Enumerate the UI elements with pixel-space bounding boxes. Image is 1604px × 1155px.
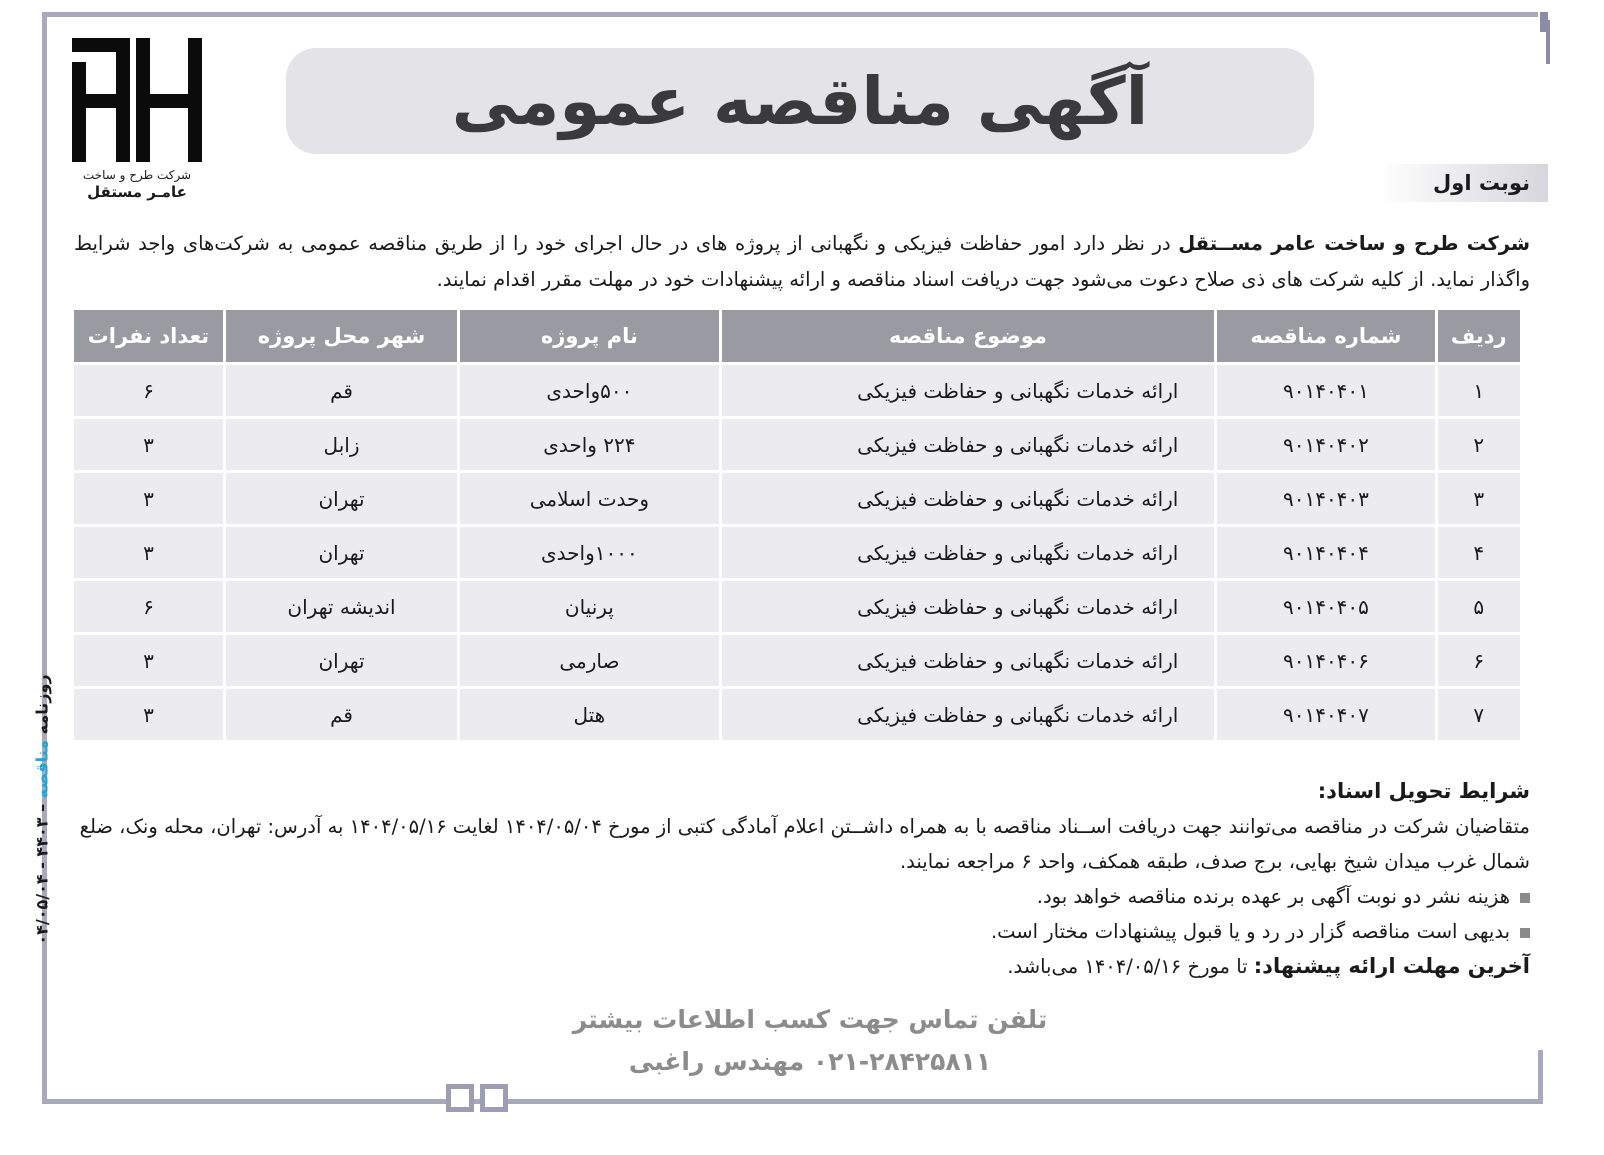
- cell-headcount: ۳: [74, 419, 223, 470]
- deadline-text: تا مورخ ۱۴۰۴/۰۵/۱۶ می‌باشد.: [1007, 955, 1254, 978]
- cell-city: زابل: [226, 419, 457, 470]
- deadline-label: آخرین مهلت ارائه پیشنهاد:: [1253, 954, 1530, 978]
- title-banner: [286, 48, 1314, 154]
- cell-headcount: ۶: [74, 365, 223, 416]
- cell-subject: ارائه خدمات نگهبانی و حفاظت فیزیکی: [722, 365, 1215, 416]
- table-row: [74, 473, 1520, 524]
- conditions-section: [74, 774, 1530, 984]
- logo-company-line: شرکت طرح و ساخت: [82, 168, 192, 182]
- contact-block: [560, 1000, 1060, 1084]
- cell-tender-number: ۹۰۱۴۰۴۰۴: [1217, 527, 1434, 578]
- cell-tender-number: ۹۰۱۴۰۴۰۵: [1217, 581, 1434, 632]
- cell-project-name: وحدت اسلامی: [460, 473, 718, 524]
- table-row: [74, 527, 1520, 578]
- table-row: [74, 365, 1520, 416]
- side-suffix: – ۴۴۰۳ - ۰۴/۰۵/۰۴: [32, 803, 52, 945]
- bullet-text: بدیهی است مناقصه گزار در رد و یا قبول پیشنهادات مختار است.: [990, 920, 1510, 943]
- cell-subject: ارائه خدمات نگهبانی و حفاظت فیزیکی: [722, 419, 1215, 470]
- cell-tender-number: ۹۰۱۴۰۴۰۲: [1217, 419, 1434, 470]
- logo-company-name: عامـر مستقل: [87, 183, 187, 201]
- col-subject: موضوع مناقصه: [722, 310, 1215, 362]
- frame-corner-accent: [1546, 20, 1550, 64]
- frame-bottom-border: [42, 1099, 1538, 1104]
- cell-row-number: ۵: [1438, 581, 1520, 632]
- frame-corner-accent: [1538, 1050, 1543, 1104]
- conditions-heading: شرایط تحویل اسناد:: [1317, 779, 1530, 803]
- cell-row-number: ۷: [1438, 689, 1520, 740]
- cell-city: تهران: [226, 473, 457, 524]
- company-logo: [72, 38, 202, 208]
- logo-mark: [72, 38, 202, 162]
- cell-subject: ارائه خدمات نگهبانی و حفاظت فیزیکی: [722, 527, 1215, 578]
- col-headcount: تعداد نفرات: [74, 310, 223, 362]
- cell-headcount: ۳: [74, 635, 223, 686]
- conditions-bullet: [74, 879, 1530, 914]
- col-project-name: نام پروژه: [460, 310, 718, 362]
- table-row: [74, 635, 1520, 686]
- col-tender-number: شماره مناقصه: [1217, 310, 1434, 362]
- decorative-squares: [446, 1084, 508, 1112]
- square-icon: [480, 1084, 508, 1112]
- cell-row-number: ۶: [1438, 635, 1520, 686]
- side-brand: مناقصه: [32, 739, 52, 799]
- cell-project-name: ۱۰۰۰واحدی: [460, 527, 718, 578]
- cell-subject: ارائه خدمات نگهبانی و حفاظت فیزیکی: [722, 689, 1215, 740]
- cell-city: تهران: [226, 635, 457, 686]
- bullet-text: هزینه نشر دو نوبت آگهی بر عهده برنده مناقصه خواهد بود.: [1036, 885, 1510, 908]
- cell-headcount: ۳: [74, 689, 223, 740]
- conditions-body: متقاضیان شرکت در مناقصه می‌توانند جهت دریافت اســناد مناقصه با به همراه داشــتن اعلام آمادگی کتبی از مورخ ۱۴۰۴/۰۵/۰۴ لغایت ۱۴۰۴/۰۵/۱۶ به آدرس: تهران، محله ونک، ضلع شمال غرب میدان شیخ بهایی، برج صدف، طبقه همکف، واحد ۶ مراجعه نمایند.: [79, 815, 1530, 873]
- contact-phone: ۰۲۱-۲۸۴۲۵۸۱۱ مهندس راغبی: [628, 1047, 992, 1076]
- cell-row-number: ۳: [1438, 473, 1520, 524]
- frame-top-border: [42, 12, 1538, 17]
- intro-text: در نظر دارد امور حفاظت فیزیکی و نگهبانی از پروژه های در حال اجرای خود را از طریق مناقصه عمومی به شرکت‌های واجد شرایط واگذار نماید. از کلیه شرکت های ذی صلاح دعوت می‌شود جهت دریافت اسناد مناقصه و ارائه پیشنهادات خود در مهلت مقرر اقدام نمایند.: [74, 232, 1530, 291]
- cell-project-name: ۲۲۴ واحدی: [460, 419, 718, 470]
- cell-city: قم: [226, 689, 457, 740]
- newspaper-side-caption: [22, 674, 62, 960]
- cell-project-name: ۵۰۰واحدی: [460, 365, 718, 416]
- cell-headcount: ۳: [74, 527, 223, 578]
- cell-headcount: ۶: [74, 581, 223, 632]
- col-row-number: ردیف: [1438, 310, 1520, 362]
- deadline-line: [74, 949, 1530, 984]
- contact-line: تلفن تماس جهت کسب اطلاعات بیشتر: [572, 1005, 1048, 1034]
- page-title: آگهی مناقصه عمومی: [451, 62, 1149, 140]
- cell-project-name: پرنیان: [460, 581, 718, 632]
- cell-tender-number: ۹۰۱۴۰۴۰۷: [1217, 689, 1434, 740]
- col-city: شهر محل پروژه: [226, 310, 457, 362]
- conditions-bullet: [74, 914, 1530, 949]
- cell-tender-number: ۹۰۱۴۰۴۰۶: [1217, 635, 1434, 686]
- table-header-row: [74, 310, 1520, 362]
- cell-city: قم: [226, 365, 457, 416]
- cell-subject: ارائه خدمات نگهبانی و حفاظت فیزیکی: [722, 473, 1215, 524]
- side-prefix: روزنامه: [32, 674, 52, 735]
- table-row: [74, 689, 1520, 740]
- square-icon: [446, 1084, 474, 1112]
- intro-paragraph: [74, 226, 1530, 298]
- cell-subject: ارائه خدمات نگهبانی و حفاظت فیزیکی: [722, 581, 1215, 632]
- cell-city: اندیشه تهران: [226, 581, 457, 632]
- cell-subject: ارائه خدمات نگهبانی و حفاظت فیزیکی: [722, 635, 1215, 686]
- cell-tender-number: ۹۰۱۴۰۴۰۱: [1217, 365, 1434, 416]
- table-row: [74, 419, 1520, 470]
- round-badge: نوبت اول: [1378, 164, 1548, 202]
- table-row: [74, 581, 1520, 632]
- cell-row-number: ۱: [1438, 365, 1520, 416]
- cell-city: تهران: [226, 527, 457, 578]
- cell-headcount: ۳: [74, 473, 223, 524]
- cell-project-name: صارمی: [460, 635, 718, 686]
- cell-project-name: هتل: [460, 689, 718, 740]
- intro-company: شرکت طرح و ساخت عامر مســتقل: [1178, 232, 1531, 255]
- tender-table: [71, 307, 1523, 743]
- cell-row-number: ۴: [1438, 527, 1520, 578]
- frame-corner-accent: [1508, 1099, 1542, 1104]
- cell-row-number: ۲: [1438, 419, 1520, 470]
- cell-tender-number: ۹۰۱۴۰۴۰۳: [1217, 473, 1434, 524]
